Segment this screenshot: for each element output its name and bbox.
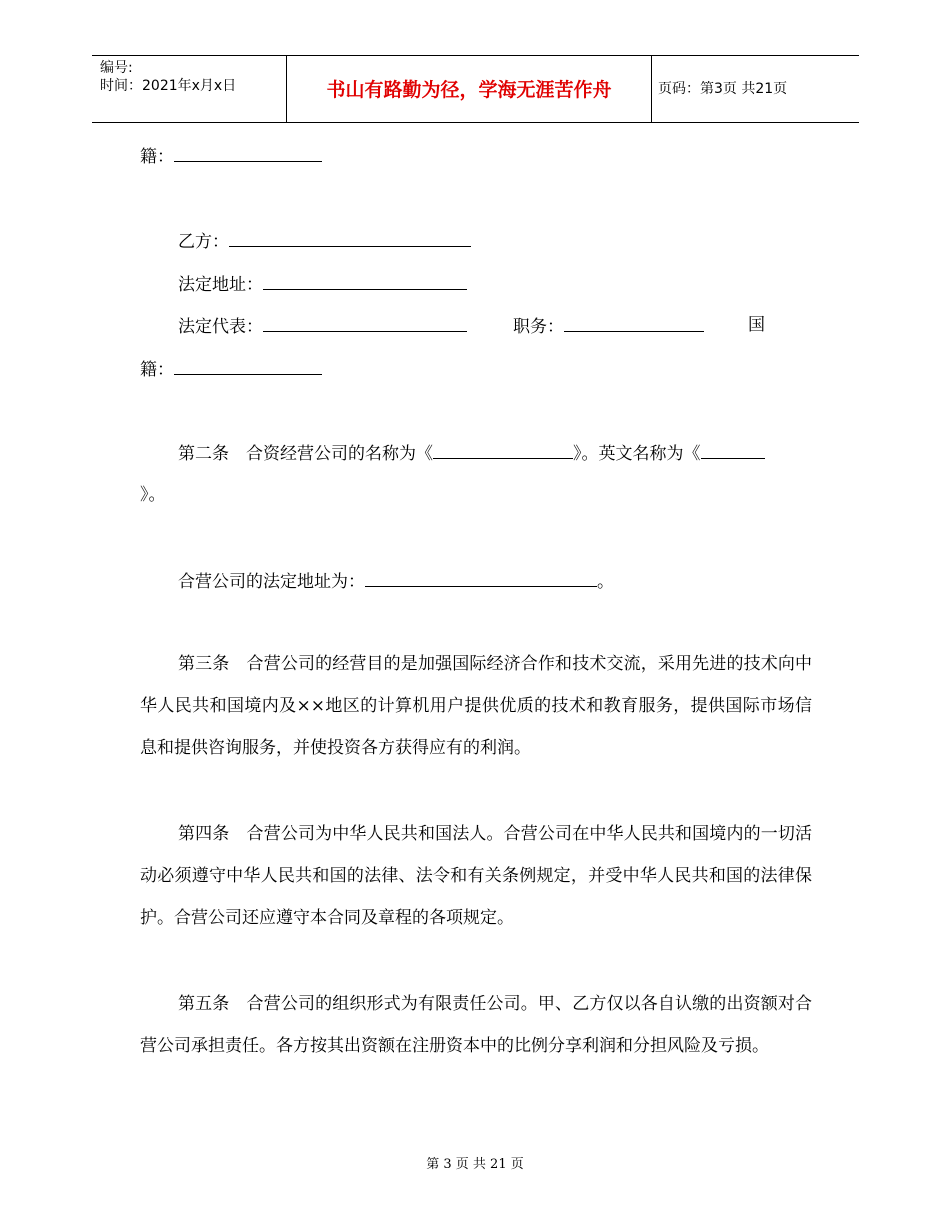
nationality-blank[interactable] — [174, 144, 322, 162]
legal-rep-label: 法定代表： — [178, 317, 263, 337]
header-left-cell — [92, 56, 286, 122]
legal-address-label: 法定地址： — [178, 275, 263, 295]
legal-rep-blank[interactable] — [263, 314, 467, 332]
party-b-blank[interactable] — [229, 229, 471, 247]
position-label: 职务： — [513, 317, 564, 337]
jv-address-end: 。 — [597, 572, 614, 592]
position-line — [513, 314, 704, 338]
page-header — [92, 55, 859, 123]
jv-address-label: 合营公司的法定地址为： — [178, 572, 365, 592]
article-2-line — [178, 441, 765, 465]
article-3: 第三条 合营公司的经营目的是加强国际经济合作和技术交流，采用先进的技术向中华人民共和国境内及××地区的计算机用户提供优质的技术和教育服务，提供国际市场信息和提供咨询服务，并使投资各方获得应有的利润。 — [140, 654, 812, 758]
nationality-line-1 — [140, 144, 322, 168]
header-page-info: 页码：第3页 共21页 — [658, 81, 788, 97]
article-4: 第四条 合营公司为中华人民共和国法人。合营公司在中华人民共和国境内的一切活动必须遵守中华人民共和国的法律、法令和有关条例规定，并受中华人民共和国的法律保护。合营公司还应遵守本合同及章程的各项规定。 — [140, 824, 812, 928]
header-middle-cell — [286, 56, 652, 122]
nationality-line-2 — [140, 357, 322, 381]
article-2-lead: 第二条 合资经营公司的名称为《 — [178, 444, 433, 464]
document-time-label: 时间：2021年x月x日 — [100, 78, 237, 94]
position-blank[interactable] — [564, 314, 704, 332]
article-2-mid: 》。英文名称为《 — [573, 444, 701, 464]
party-b-line — [178, 229, 471, 253]
jv-address-blank[interactable] — [365, 569, 597, 587]
nationality-label: 籍： — [140, 147, 174, 167]
nationality-head: 国 — [748, 315, 765, 335]
legal-rep-line — [178, 314, 467, 338]
jv-address-line — [178, 569, 614, 593]
legal-address-blank[interactable] — [263, 272, 467, 290]
nationality-label-2: 籍： — [140, 360, 174, 380]
english-name-blank[interactable] — [701, 441, 765, 459]
article-5: 第五条 合营公司的组织形式为有限责任公司。甲、乙方仅以各自认缴的出资额对合营公司承担责任。各方按其出资额在注册资本中的比例分享利润和分担风险及亏损。 — [140, 994, 812, 1056]
header-motto: 书山有路勤为径，学海无涯苦作舟 — [326, 79, 612, 101]
page-footer: 第 3 页 共 21 页 — [426, 1157, 524, 1172]
legal-address-line — [178, 272, 467, 296]
party-b-label: 乙方： — [178, 232, 229, 252]
company-name-blank[interactable] — [433, 441, 573, 459]
header-right-cell — [650, 56, 859, 122]
nationality-blank-2[interactable] — [174, 357, 322, 375]
article-2-end: 》。 — [140, 485, 166, 505]
document-number-label: 编号: — [100, 60, 133, 76]
